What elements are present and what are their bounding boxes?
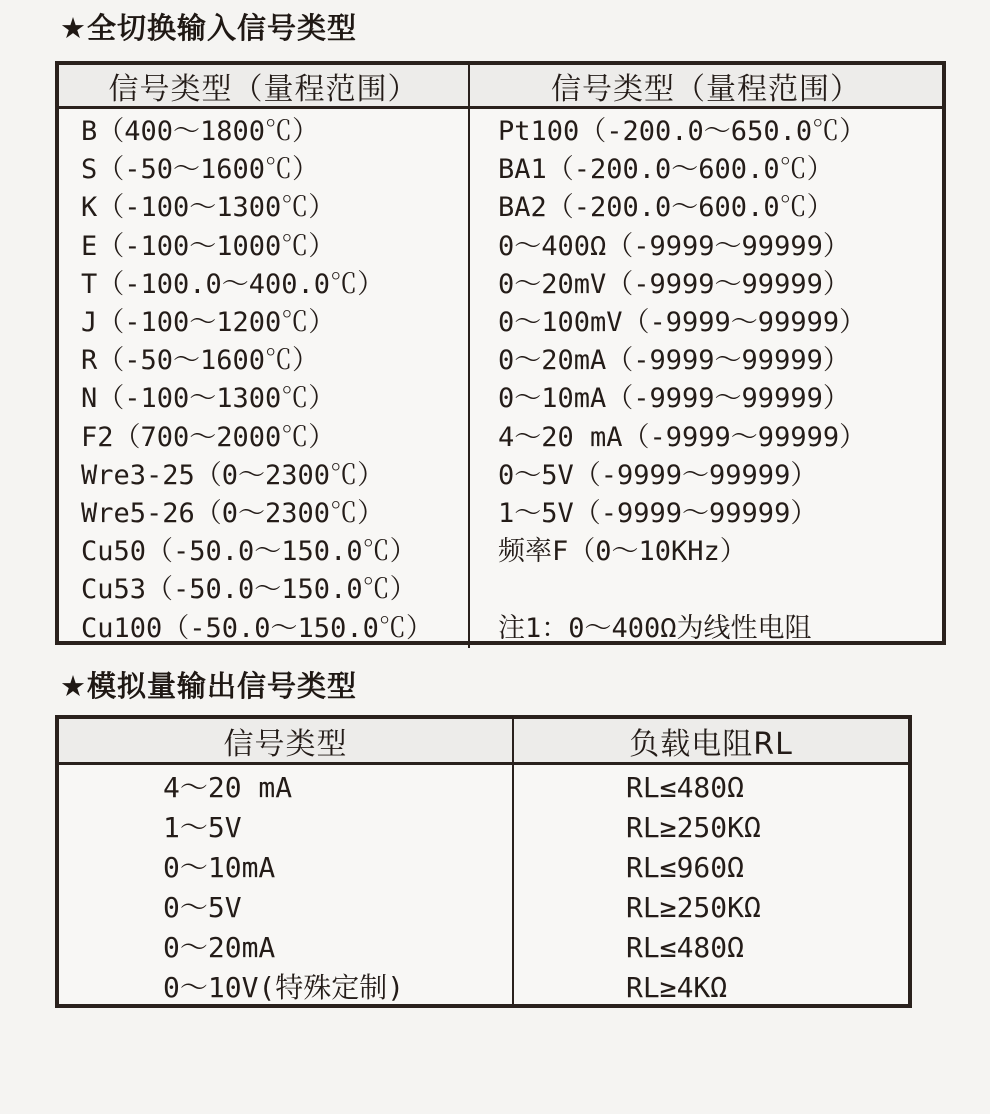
signal-line: Pt100（-200.0～650.0℃） bbox=[498, 116, 867, 147]
input-signals-left-cell bbox=[59, 109, 470, 648]
signal-line: 0～100mV（-9999～99999） bbox=[498, 307, 867, 339]
input-signals-table-body bbox=[59, 109, 942, 648]
signal-line: RL≤480Ω bbox=[626, 931, 745, 964]
signal-line: Wre5-26（0～2300℃） bbox=[81, 498, 385, 530]
input-signals-table bbox=[55, 61, 946, 645]
signal-line: 1～5V bbox=[163, 811, 242, 844]
signal-line: RL≥250KΩ bbox=[626, 891, 761, 924]
signal-line: 0～10mA（-9999～99999） bbox=[498, 383, 850, 415]
signal-line: E（-100～1000℃） bbox=[81, 230, 336, 262]
signal-line: 0～20mA bbox=[163, 931, 276, 964]
input-signals-header-right: 信号类型（量程范围） bbox=[551, 71, 861, 107]
input-signals-section-title: ★全切换输入信号类型 bbox=[60, 11, 357, 45]
signal-line: Wre3-25（0～2300℃） bbox=[81, 459, 385, 491]
signal-line: 1～5V（-9999～99999） bbox=[498, 498, 818, 530]
signal-line: RL≥4KΩ bbox=[626, 971, 728, 1004]
signal-line: T（-100.0～400.0℃） bbox=[81, 268, 385, 300]
signal-line bbox=[498, 571, 942, 609]
input-signals-header-left: 信号类型（量程范围） bbox=[59, 65, 470, 106]
signal-line: 0～20mA（-9999～99999） bbox=[498, 345, 850, 377]
analog-output-right-cell bbox=[514, 765, 908, 1008]
signal-line: RL≤960Ω bbox=[626, 851, 745, 884]
input-signals-right-cell bbox=[470, 109, 942, 648]
signal-line: S（-50～1600℃） bbox=[81, 154, 320, 186]
signal-line: F2（700～2000℃） bbox=[81, 421, 336, 453]
analog-output-left-cell bbox=[59, 765, 514, 1008]
signal-line: RL≥250KΩ bbox=[626, 811, 761, 844]
analog-output-section-title: ★模拟量输出信号类型 bbox=[60, 669, 357, 703]
signal-line: 频率F（0～10KHz） bbox=[498, 536, 747, 568]
signal-line: B（400～1800℃） bbox=[81, 116, 320, 147]
signal-line: K（-100～1300℃） bbox=[81, 192, 336, 224]
signal-line: BA2（-200.0～600.0℃） bbox=[498, 192, 834, 224]
signal-line: 0～5V bbox=[163, 891, 242, 924]
analog-output-header-signal-type: 信号类型 bbox=[59, 719, 514, 762]
input-signals-table-header-row bbox=[59, 65, 942, 109]
signal-line: 注1：0～400Ω为线性电阻 bbox=[498, 612, 812, 644]
signal-line: J（-100～1200℃） bbox=[81, 307, 336, 339]
signal-line: BA1（-200.0～600.0℃） bbox=[498, 154, 834, 186]
signal-line: Cu100（-50.0～150.0℃） bbox=[81, 612, 433, 644]
signal-line: N（-100～1300℃） bbox=[81, 383, 336, 415]
analog-output-table-header-row bbox=[59, 719, 908, 765]
signal-line: 0～5V（-9999～99999） bbox=[498, 459, 818, 491]
analog-output-table-body bbox=[59, 765, 908, 1008]
signal-line: 4～20 mA bbox=[163, 771, 293, 804]
signal-line: 0～10mA bbox=[163, 851, 276, 884]
analog-output-header-load-resistance: 负载电阻RL bbox=[629, 726, 793, 762]
signal-line: 4～20 mA（-9999～99999） bbox=[498, 421, 867, 453]
signal-line: Cu53（-50.0～150.0℃） bbox=[81, 574, 417, 606]
analog-output-table bbox=[55, 715, 912, 1008]
signal-line: 0～20mV（-9999～99999） bbox=[498, 268, 850, 300]
signal-line: RL≤480Ω bbox=[626, 771, 745, 804]
signal-line: Cu50（-50.0～150.0℃） bbox=[81, 536, 417, 568]
signal-line: R（-50～1600℃） bbox=[81, 345, 320, 377]
signal-line: 0～10V(特殊定制) bbox=[163, 971, 405, 1004]
signal-line: 0～400Ω（-9999～99999） bbox=[498, 230, 850, 262]
